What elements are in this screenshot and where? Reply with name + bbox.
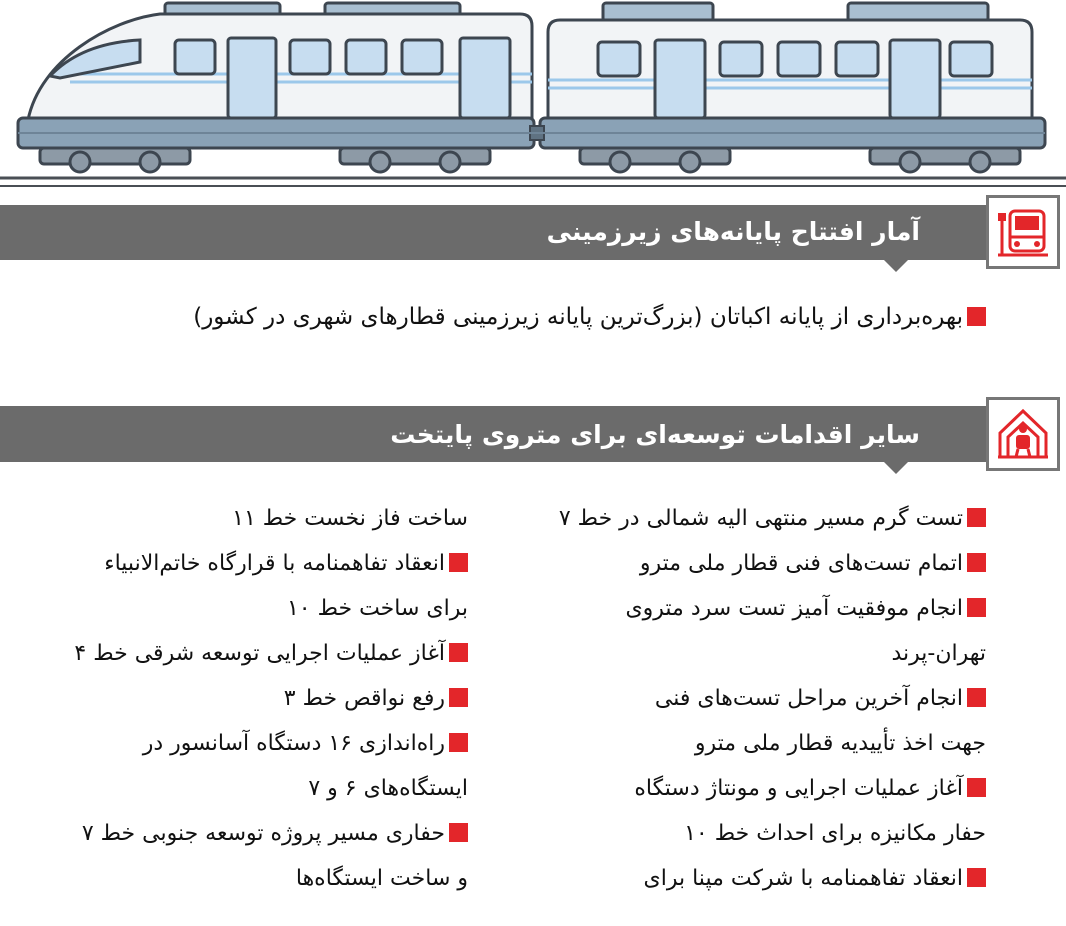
- list-item-continuation: جهت اخذ تأییدیه قطار ملی مترو: [694, 731, 986, 756]
- train-window: [836, 42, 878, 76]
- list-item: رفع نواقص خط ۳: [284, 684, 468, 714]
- list-item: آغاز عملیات اجرایی و مونتاژ دستگاه: [634, 774, 986, 804]
- list-item: راه‌اندازی ۱۶ دستگاه آسانسور در: [143, 729, 468, 759]
- train-window: [290, 40, 330, 74]
- bullet-icon: [967, 688, 986, 707]
- bus-terminal-icon: [986, 195, 1060, 269]
- bullet-icon: [967, 778, 986, 797]
- bullet-icon: [449, 733, 468, 752]
- bullet-icon: [449, 643, 468, 662]
- train-window: [175, 40, 215, 74]
- header-pointer: [884, 462, 908, 474]
- train-door: [460, 38, 510, 118]
- train-door: [890, 40, 940, 118]
- list-item-continuation: حفار مکانیزه برای احداث خط ۱۰: [684, 821, 986, 846]
- list-item: انجام موفقیت آمیز تست سرد متروی: [625, 594, 986, 624]
- bullet-icon: [449, 553, 468, 572]
- list-item: بهره‌برداری از پایانه اکباتان (بزرگ‌ترین پایانه زیرزمینی قطارهای شهری در کشور): [193, 302, 986, 332]
- bullet-icon: [967, 307, 986, 326]
- list-item-continuation: برای ساخت خط ۱۰: [286, 596, 468, 621]
- list-item: حفاری مسیر پروژه توسعه جنوبی خط ۷: [82, 819, 468, 849]
- roof-vent: [848, 3, 988, 21]
- metro-station-icon: [986, 397, 1060, 471]
- train-window: [950, 42, 992, 76]
- list-item: تست گرم مسیر منتهی الیه شمالی در خط ۷: [559, 504, 986, 534]
- train-window: [402, 40, 442, 74]
- train-wheels: [40, 148, 1020, 172]
- list-item: انعقاد تفاهمنامه با شرکت مپنا برای: [644, 864, 986, 894]
- list-item-continuation: ایستگاه‌های ۶ و ۷: [308, 776, 468, 801]
- train-window: [778, 42, 820, 76]
- list-item-continuation: تهران-پرند: [891, 641, 986, 666]
- list-item: آغاز عملیات اجرایی توسعه شرقی خط ۴: [74, 639, 468, 669]
- list-item-continuation: و ساخت ایستگاه‌ها: [295, 866, 468, 891]
- train-illustration: [0, 0, 1066, 195]
- train-door: [655, 40, 705, 118]
- section-header-metro: [0, 406, 1000, 462]
- bullet-icon: [449, 688, 468, 707]
- bullet-icon: [967, 508, 986, 527]
- bullet-icon: [449, 823, 468, 842]
- list-item: انجام آخرین مراحل تست‌های فنی: [655, 684, 986, 714]
- list-item-continuation: ساخت فاز نخست خط ۱۱: [232, 506, 468, 531]
- list-item: انعقاد تفاهمنامه با قرارگاه خاتم‌الانبیاء: [104, 549, 468, 579]
- roof-vent: [603, 3, 713, 21]
- train-door: [228, 38, 276, 118]
- train-window: [598, 42, 640, 76]
- section-title: سایر اقدامات توسعه‌ای برای متروی پایتخت: [390, 420, 920, 449]
- train-window: [346, 40, 386, 74]
- train-window: [720, 42, 762, 76]
- bullet-icon: [967, 868, 986, 887]
- section-title: آمار افتتاح پایانه‌های زیرزمینی: [546, 217, 920, 246]
- header-pointer: [884, 260, 908, 272]
- bullet-icon: [967, 598, 986, 617]
- section-header-terminals: [0, 205, 1000, 260]
- list-item: اتمام تست‌های فنی قطار ملی مترو: [640, 549, 986, 579]
- bullet-icon: [967, 553, 986, 572]
